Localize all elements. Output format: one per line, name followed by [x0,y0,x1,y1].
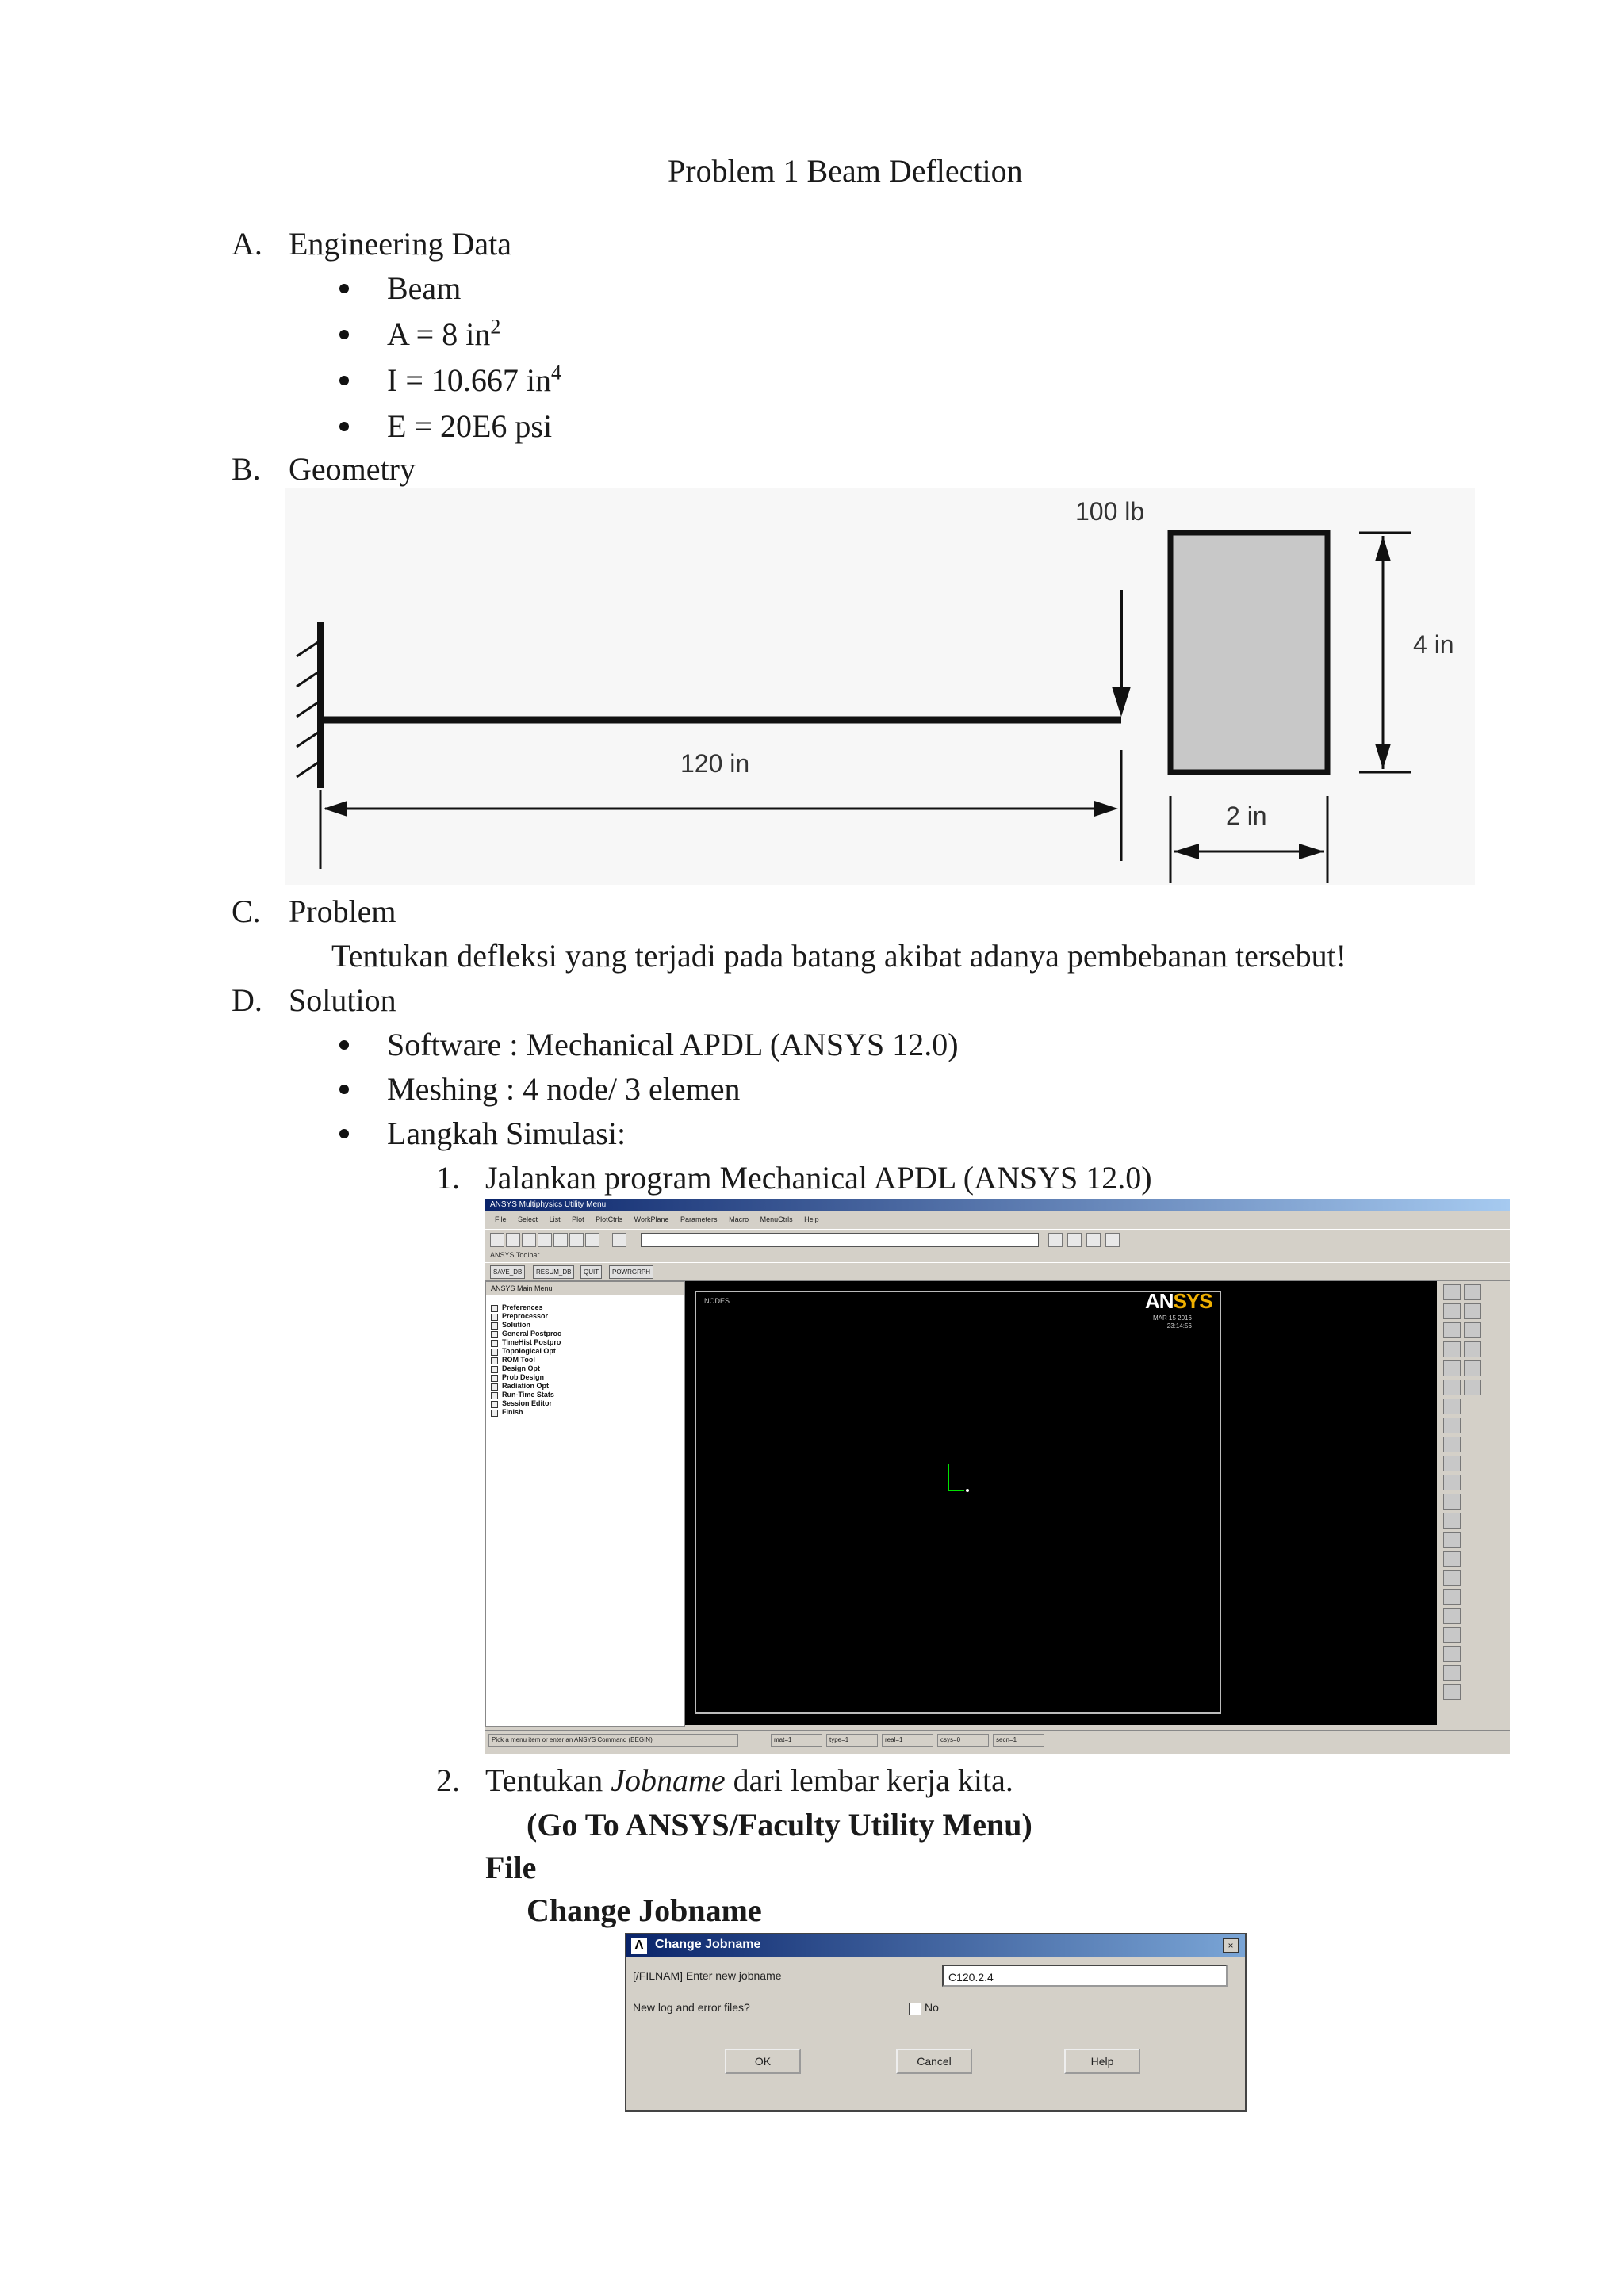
zoom-icon[interactable] [1443,1494,1461,1510]
command-icon [612,1233,626,1247]
data-item-inertia: I = 10.667 $in^4$ [387,361,561,398]
command-input[interactable] [641,1233,1039,1247]
status-real: real=1 [882,1734,933,1747]
main-menu-item[interactable]: Topological Opt [486,1347,684,1356]
nav-change-jobname: Change Jobname [527,1892,762,1928]
pan-icon[interactable] [1443,1513,1461,1529]
page-title: Problem 1 Beam Deflection [668,153,1023,189]
section-c-marker: C. [232,894,261,929]
section-d-marker: D. [232,982,262,1018]
menu-file[interactable]: File [495,1215,507,1223]
open-file-icon[interactable] [506,1233,520,1247]
graphics-label: NODES [704,1297,730,1305]
section-a-heading: Engineering Data [289,226,511,262]
ansys-toolbar [485,1262,1510,1281]
step-1-number: 1. [436,1160,460,1196]
zoom-icon[interactable] [1443,1475,1461,1490]
bullet-icon [339,1085,349,1094]
problem-text: Tentukan defleksi yang terjadi pada batang akibat adanya pembebanan tersebut! [331,938,1346,974]
powrgrph-button[interactable]: POWRGRPH [609,1265,653,1279]
main-menu-item[interactable]: Prob Design [486,1373,684,1382]
graphics-timestamp: MAR 15 2016 23:14:56 [1153,1314,1192,1330]
solution-software: Software : Mechanical APDL (ANSYS 12.0) [387,1027,959,1062]
section-b-heading: Geometry [289,451,416,487]
section-a-marker: A. [232,226,262,262]
view-icon[interactable] [1443,1399,1461,1414]
view-icon[interactable] [1443,1380,1461,1395]
main-menu-item[interactable]: Design Opt [486,1364,684,1373]
ansys-toolbar-label: ANSYS Toolbar [490,1251,540,1259]
ansys-logo: ANSYS [1145,1289,1212,1313]
pan-icon[interactable] [1443,1551,1461,1567]
resum-db-button[interactable]: RESUM_DB [533,1265,574,1279]
graphics-window[interactable] [685,1281,1437,1725]
checkbox-label: No [925,2001,939,2014]
bullet-icon [339,1040,349,1050]
jobname-label: [/FILNAM] Enter new jobname [633,1969,782,1982]
dialog-title-bar [626,1934,1245,1957]
ok-button[interactable]: OK [725,2049,801,2074]
help-icon[interactable] [585,1233,599,1247]
reset-icon[interactable] [1443,1684,1461,1700]
menu-menuctrls[interactable]: MenuCtrls [760,1215,793,1223]
data-item-modulus: E = 20E6 psi [387,408,553,444]
ansys-main-menu [485,1281,685,1727]
main-menu-item[interactable]: TimeHist Postpro [486,1338,684,1347]
quit-button[interactable]: QUIT [580,1265,602,1279]
view-icon[interactable] [1443,1322,1461,1338]
menu-plot[interactable]: Plot [572,1215,584,1223]
step-2-text: Tentukan Jobname dari lembar kerja kita. [485,1762,1013,1798]
ansys-icon: Λ [631,1938,647,1954]
layout-icon[interactable] [1086,1233,1101,1247]
ansys-title-bar: ANSYS Multiphysics Utility Menu [485,1199,1510,1211]
dialog-title: Change Jobname [655,1938,761,1951]
zoom-icon[interactable] [1443,1437,1461,1452]
ansys-status-bar [485,1730,1510,1750]
ansys-menu-bar [485,1213,1510,1226]
ansys-standard-toolbar [485,1229,1510,1249]
bullet-icon [339,330,349,339]
menu-help[interactable]: Help [804,1215,819,1223]
main-menu-item[interactable]: Preprocessor [486,1312,684,1321]
main-menu-item[interactable]: Finish [486,1408,684,1417]
bullet-icon [339,376,349,385]
menu-plotctrls[interactable]: PlotCtrls [596,1215,623,1223]
status-mat: mat=1 [771,1734,822,1747]
toolbar-icon[interactable] [1067,1233,1082,1247]
cross-section [1170,533,1327,772]
ansys-view-toolbar [1438,1281,1510,1725]
height-label: 4 in [1413,630,1454,659]
report-icon[interactable] [569,1233,584,1247]
log-files-label: New log and error files? [633,2001,750,2014]
cancel-button[interactable]: Cancel [896,2049,972,2074]
width-label: 2 in [1226,802,1267,830]
help-button[interactable]: Help [1064,2049,1140,2074]
main-menu-title: ANSYS Main Menu [486,1282,684,1295]
section-d-heading: Solution [289,982,396,1018]
beam-geometry-figure [285,488,1475,885]
graphics-frame [695,1291,1221,1714]
view-icon[interactable] [1443,1303,1461,1319]
bullet-icon [339,284,349,293]
grid-icon[interactable] [1105,1233,1120,1247]
save-icon[interactable] [522,1233,536,1247]
main-menu-item[interactable]: General Postproc [486,1330,684,1338]
new-file-icon[interactable] [490,1233,504,1247]
menu-workplane[interactable]: WorkPlane [634,1215,669,1223]
menu-parameters[interactable]: Parameters [680,1215,718,1223]
main-menu-item[interactable]: Radiation Opt [486,1382,684,1391]
menu-select[interactable]: Select [518,1215,538,1223]
section-c-heading: Problem [289,894,396,929]
main-menu-item[interactable]: Run-Time Stats [486,1391,684,1399]
view-icon[interactable] [1443,1284,1461,1300]
status-secn: secn=1 [993,1734,1044,1747]
rotate-icon[interactable] [1443,1627,1461,1643]
rotate-icon[interactable] [1443,1608,1461,1624]
bullet-icon [339,422,349,431]
view-icon[interactable] [1443,1418,1461,1433]
new-log-checkbox[interactable] [909,2003,921,2015]
close-icon[interactable]: × [1223,1938,1239,1953]
jobname-input[interactable]: C120.2.4 [942,1965,1228,1987]
data-item-area: A = 8 $in^2$ [387,315,501,352]
section-b-marker: B. [232,451,261,487]
view-icon[interactable] [1464,1284,1481,1300]
status-prompt: Pick a menu item or enter an ANSYS Command (BEGIN) [488,1734,738,1747]
view-icon[interactable] [1464,1380,1481,1395]
view-icon[interactable] [1443,1341,1461,1357]
rotate-icon[interactable] [1443,1589,1461,1605]
main-menu-item[interactable]: Session Editor [486,1399,684,1408]
main-menu-item[interactable]: Preferences [486,1303,684,1312]
view-icon[interactable] [1443,1360,1461,1376]
status-type: type=1 [826,1734,878,1747]
nav-file: File [485,1850,537,1885]
step-1-text: Jalankan program Mechanical APDL (ANSYS 12.0) [485,1160,1152,1196]
main-menu-item[interactable]: Solution [486,1321,684,1330]
length-label: 120 in [680,749,750,778]
image-capture-icon[interactable] [553,1233,568,1247]
zoom-icon[interactable] [1443,1456,1461,1471]
data-item-beam: Beam [387,270,462,306]
view-icon[interactable] [1464,1322,1481,1338]
solution-steps-label: Langkah Simulasi: [387,1115,626,1151]
command-dropdown-icon[interactable] [1048,1233,1063,1247]
solution-meshing: Meshing : 4 node/ 3 elemen [387,1071,741,1107]
load-label: 100 lb [1075,497,1145,526]
status-csys: csys=0 [937,1734,989,1747]
bullet-icon [339,1129,349,1138]
pan-icon[interactable] [1443,1570,1461,1586]
menu-macro[interactable]: Macro [729,1215,749,1223]
view-icon[interactable] [1464,1360,1481,1376]
nav-path: (Go To ANSYS/Faculty Utility Menu) [527,1807,1032,1843]
menu-list[interactable]: List [549,1215,561,1223]
view-icon[interactable] [1464,1303,1481,1319]
view-icon[interactable] [1464,1341,1481,1357]
reset-icon[interactable] [1443,1665,1461,1681]
pan-icon[interactable] [1443,1532,1461,1548]
change-jobname-dialog [625,1933,1247,2112]
save-db-button[interactable]: SAVE_DB [490,1265,525,1279]
step-2-number: 2. [436,1762,460,1798]
main-menu-item[interactable]: ROM Tool [486,1356,684,1364]
pan-zoom-icon[interactable] [538,1233,552,1247]
axis-triad-icon [944,1459,975,1498]
ansys-screenshot [485,1199,1510,1754]
rotate-icon[interactable] [1443,1646,1461,1662]
